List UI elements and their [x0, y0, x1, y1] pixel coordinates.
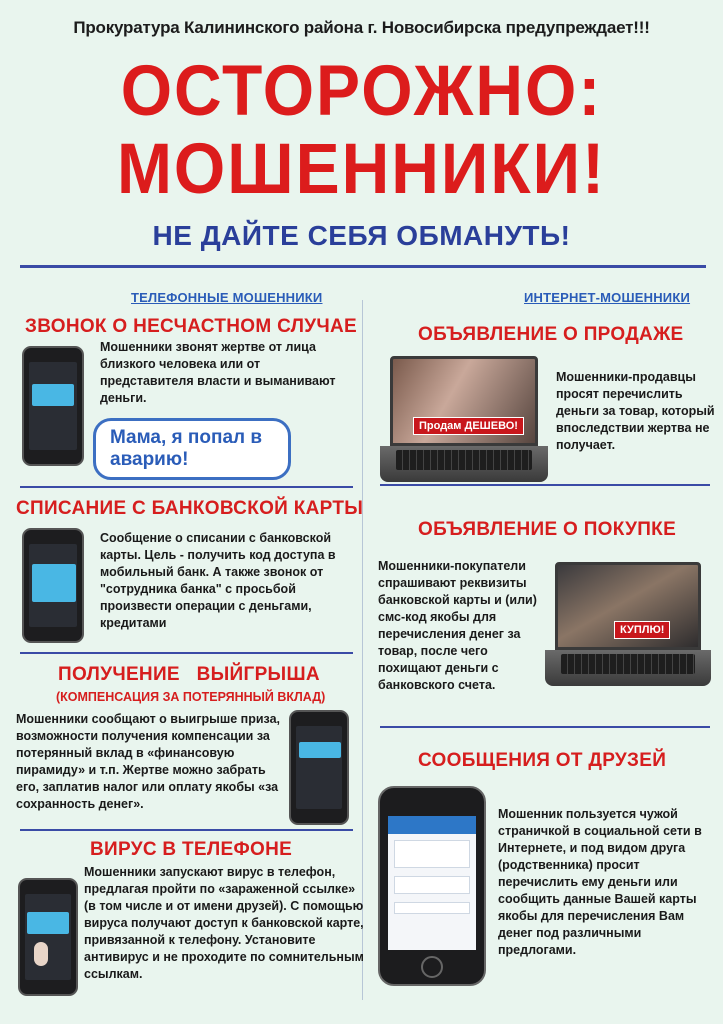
- phone-image: [289, 710, 349, 825]
- section-text-virus: Мошенники запускают вирус в телефон, предлагая пройти по «зараженной ссылке» (в том числе и от имени друзей). С помощью вируса получают доступ к банковской карте, привязанной к телефону. Установите антивирус и не проходите по сомнительным ссылкам.: [84, 865, 364, 981]
- section-subtitle-prize: (КОМПЕНСАЦИЯ ЗА ПОТЕРЯННЫЙ ВКЛАД): [56, 690, 326, 704]
- phone-image: [22, 528, 84, 643]
- section-divider: [380, 726, 710, 728]
- phone-image: [22, 346, 84, 466]
- right-column-header: ИНТЕРНЕТ-МОШЕННИКИ: [524, 290, 691, 305]
- title-line-2: МОШЕННИКИ!: [116, 128, 607, 208]
- subtitle: НЕ ДАЙТЕ СЕБЯ ОБМАНУТЬ!: [152, 220, 571, 251]
- laptop-image: [380, 356, 548, 486]
- main-divider: [20, 265, 706, 268]
- speech-bubble: Мама, я попал в аварию!: [93, 418, 291, 480]
- left-column-header: ТЕЛЕФОННЫЕ МОШЕННИКИ: [131, 290, 323, 305]
- section-text-purchase: Мошенники-покупатели спрашивают реквизиты банковской карты и (или) смс-код якобы для перечисления денег за товар, после чего похищают деньги с банковского счета.: [378, 559, 537, 692]
- section-title-accident: ЗВОНОК О НЕСЧАСТНОМ СЛУЧАЕ: [25, 316, 358, 337]
- section-title-sale: ОБЪЯВЛЕНИЕ О ПРОДАЖЕ: [418, 324, 684, 345]
- section-text-sale: Мошенники-продавцы просят перечислить деньги за товар, который впоследствии жертва не получает.: [556, 370, 715, 452]
- smartphone-image: [378, 786, 486, 986]
- section-title-virus: ВИРУС В ТЕЛЕФОНЕ: [90, 839, 293, 860]
- section-divider: [20, 486, 353, 488]
- section-text-bank-card: Сообщение о списании с банковской карты. Цель - получить код доступа в мобильный банк. А также звонок от "сотрудника банка" с просьбой произвести операции с деньгами, кредитами: [100, 531, 336, 630]
- section-title-friends: СООБЩЕНИЯ ОТ ДРУЗЕЙ: [418, 750, 667, 771]
- authority-line: Прокуратура Калининского района г. Новосибирска предупреждает!!!: [73, 18, 650, 37]
- section-text-prize: Мошенники сообщают о выигрыше приза, возможности получения компенсации за потерянный вклад в «финансовую пирамиду» и т.п. Жертве можно забрать его, заплатив налог или оплату якобы «за сохранность денег».: [16, 712, 281, 811]
- title-line-1: ОСТОРОЖНО:: [120, 50, 603, 130]
- section-title-purchase: ОБЪЯВЛЕНИЕ О ПОКУПКЕ: [418, 519, 677, 540]
- section-text-friends: Мошенник пользуется чужой страничкой в социальной сети в Интернете, и под видом друга (родственника) просит перечислить ему деньги или сообщить данные Вашей карты якобы для перечисления Вам денег под различными предлогами.: [498, 807, 702, 957]
- section-divider: [20, 652, 353, 654]
- section-divider: [20, 829, 353, 831]
- section-text-accident: Мошенники звонят жертве от лица близкого человека или от представителя власти и выманивают деньги.: [100, 340, 336, 405]
- section-title-bank-card: СПИСАНИЕ С БАНКОВСКОЙ КАРТЫ: [16, 498, 364, 519]
- section-divider: [380, 484, 710, 486]
- buy-tag: КУПЛЮ!: [614, 621, 670, 639]
- phone-image: [18, 878, 78, 996]
- laptop-image: [545, 562, 711, 692]
- section-title-prize: ПОЛУЧЕНИЕ ВЫЙГРЫША: [58, 664, 320, 685]
- sale-tag: Продам ДЕШЕВО!: [413, 417, 524, 435]
